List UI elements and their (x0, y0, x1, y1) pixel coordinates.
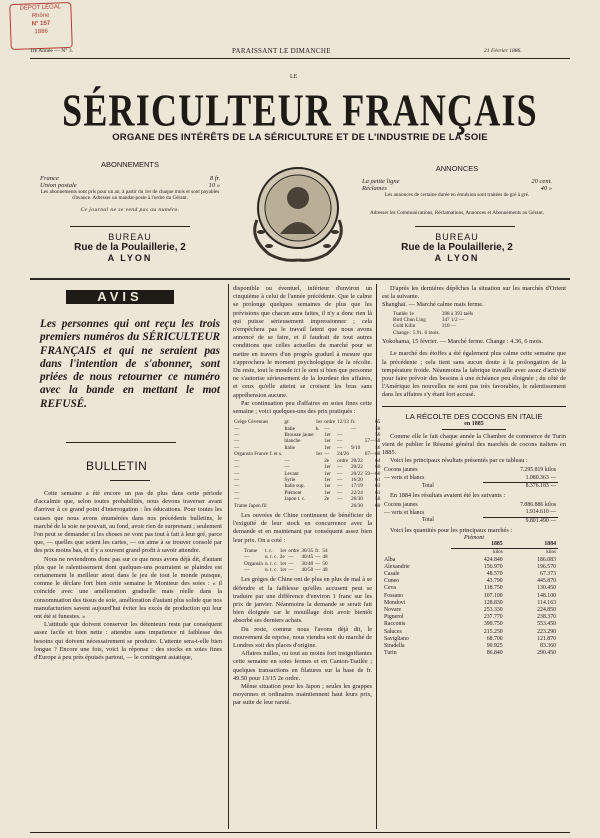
price-row-cell: 20/22 (350, 470, 363, 477)
announcements-address: Adresser les Communications, Réclamations, Annonces et Abonnements au Gérant. (370, 210, 544, 217)
recolte-heading: LA RÉCOLTE DES COCONS EN ITALIE (405, 411, 543, 421)
market-row-cell: 43.790 (486, 578, 503, 585)
bureau-left-label: BUREAU (108, 232, 152, 242)
price-row-cell: — (337, 470, 343, 477)
price-row-cell: — (350, 425, 357, 432)
market-row-cell: 130.450 (537, 585, 556, 592)
masthead-title: SÉRICULTEUR FRANÇAIS (62, 85, 538, 136)
market-row-cell: 114.163 (537, 599, 556, 606)
china-price-row-cell: 30/35 (301, 547, 314, 554)
results-1885-row: Cocons jaunes 7.295.819 kilos (384, 467, 556, 474)
price-row-cell: 57—58 (364, 438, 381, 445)
results-1885-row: — verts et blancs 1.080.363 — (384, 474, 556, 481)
avis-text: Les personnes qui ont reçu les trois premiers numéros du SÉRICULTEUR FRANÇAIS et qui ne seraient pas dans l'intention de s'abonner, sont priées de nous retourner ce numéro avec la bande en mettant le mot REFUSÉ. (40, 318, 220, 410)
market-row (382, 650, 558, 657)
col2-paragraph-5: Du reste, comme nous l'avons déjà dit, le mouvement de reprise, nous viendra soit du marché de Londres soit des places d'origine. (233, 625, 372, 649)
market-row-cell: Saluces (384, 628, 402, 635)
stamp-line2: Rhône (31, 12, 50, 20)
yokohama-report: Yokohama, 15 février. — Marché ferme. Change : 4.36, 6 mois. (382, 338, 543, 346)
price-row-cell: Italie (284, 444, 295, 451)
market-row (382, 571, 558, 578)
price-row-cell: — (337, 489, 343, 496)
price-row-cell: 59—60 (364, 470, 381, 477)
col2-paragraph-1: disponible ou éventuel, inférieur d'environ un cinquième à celui de l'année précédente. Que le calme se prolonge quelques semaines de plus que les prévisions que chacun aura faites, il n'y a donc rien là qui puisse sérieusement impressionner ; cela n'empêchera pas le travail latent que nous avons annoncé de se faire, et il faudrait de tout autres conditions que celles actuelles du marché pour se mettre en travers d'un progrès graduel à mesure que s'approchera le moment psychologique de la récolte. Du reste, tout le monde ici le sent si bien que personne ne s'autorise sérieusement de la lourdeur des affaires, et ceux qu'elle atteint se croisent les bras sans appréhension aucune. (233, 285, 372, 399)
subscription-row-france: France 8 fr. (40, 175, 220, 182)
price-row-cell: — (337, 464, 343, 471)
title-article: LE (290, 74, 298, 80)
price-row-cell: 1er (324, 444, 331, 451)
announcements-heading: ANNONCES (435, 164, 479, 173)
bulletin-body (34, 490, 222, 662)
col3-paragraph-5: En 1884 les résultats avaient été les suivants : (390, 492, 506, 500)
market-row (382, 607, 558, 614)
price-row-cell: — (337, 496, 343, 503)
market-row-cell: 223.290 (537, 628, 556, 635)
bulletin-paragraph-1: Cette semaine a été encore un pas de plus dans cette période d'accalmie que, selon toutes probabilités, nous devons traverser avant d'arriver à ce grand point d'interrogation : les éducations. Pour toutes les causes que nous avons énumérées dans nos précédents bulletins, le marché de la soie ne pouvait, au fond, avoir rien de surprenant ; seulement l'on peut se demander si les choses ne vont pas tout à fait à leur gré, parce que, — quelles que soient les cartes, — on aime à se trouver consolé par des prix moins bas, et il y a souvent grand profit à savoir attendre. (34, 490, 222, 555)
col2-paragraph-3: Les ouvrées de Chine continuent de bénéficier de l'exiguïté de leur stock en concurrence avec la demande et en maintenant par conséquent assez bien leur prix. On a coté : (233, 511, 372, 544)
price-row-cell: 65 (375, 419, 381, 426)
stamp-line3: N° 157 (31, 20, 51, 28)
col2-paragraph-6: Affaires nulles, ou tout au moins fort insignifiantes cette semaine en soies fermes et en Canton-Tsatlée ; quelques transactions en filatures sur la base de fr. 49.50 pour 13/15 2e ordre. (233, 650, 372, 682)
price-row-cell: 61 (375, 489, 381, 496)
bureau-right-city: A LYON (434, 253, 480, 263)
price-row-cell: 12/13 (337, 419, 349, 426)
market-row-cell: Alexandrie (384, 563, 410, 570)
market-row-cell: 290.450 (537, 650, 556, 657)
subscriptions-note: Les abonnements sont pris pour un an, à partir du 1er de chaque mois et sont payables d'avance. Adresser un mandat-poste à l'ordre du Gérant. (40, 189, 220, 202)
price-row-cell: 20/22 (350, 457, 363, 464)
market-row-cell: Stradella (384, 642, 405, 649)
market-row-cell: 424.840 (483, 556, 503, 563)
price-row-cell: — (337, 438, 343, 445)
market-row (382, 629, 558, 636)
price-row-cell: — (234, 470, 240, 477)
price-row-cell: 60 (375, 502, 381, 509)
col3-paragraph-4: Voici les principaux résultats présentés par ce tableau : (390, 457, 528, 465)
price-row-cell: 1er (324, 476, 331, 483)
market-row-cell: 48.570 (486, 570, 503, 577)
china-price-row-cell: 54 (322, 547, 328, 554)
china-price-row-cell: — (315, 560, 321, 567)
market-row (382, 636, 558, 643)
china-price-row-cell: ordre (288, 547, 300, 554)
china-price-row-cell: — (244, 554, 250, 561)
markets-unit-row: kilos kilos (492, 550, 556, 556)
subscriptions-notice: Ce journal ne se vend pas au numéro. (80, 207, 180, 214)
market-row (382, 585, 558, 592)
price-row-cell: 64 (375, 457, 381, 464)
market-row-cell: Turin (384, 650, 397, 657)
price-row-cell: 1er (324, 432, 331, 439)
china-price-row-cell: 1er (279, 547, 287, 554)
price-row-cell: — (234, 425, 240, 432)
china-price-row-cell: 40/50 (301, 566, 314, 573)
market-row (382, 557, 558, 564)
col3-paragraph-3: Comme elle le fait chaque année la Chambre de commerce de Turin vient de publier le Résumé général des marchés de cocons italiens en 1885. (382, 432, 566, 457)
bureau-left (40, 232, 220, 263)
price-row-cell: Trame Japon fil (234, 502, 267, 509)
issue-number: 1re Année — N° 3. (30, 48, 74, 54)
results-1884-row: Cocons jaunes 7.886.886 kilos (384, 502, 556, 509)
col2-paragraph-4: Les grèges de Chine ont de plus en plus de mal à se défendre et la faiblesse qu'elles accusent peut se traduire par une différence d'environ 1 franc sur les prix de janvier. Néanmoins la demande se serait fait bien éloignée car le mouillage doit avoir bientôt absorbé ses derniers achats. (233, 576, 372, 625)
china-price-row-cell: 30/40 (301, 560, 314, 567)
china-price-row-cell: 1er (279, 560, 287, 567)
price-row-cell: — (234, 476, 240, 483)
price-row-cell: — (234, 457, 240, 464)
col2-paragraph-7: Même situation pour les Japon ; seules les grappes moyennes et ordinaires maintiennent haut leurs prix, par suite de leur rareté. (233, 683, 372, 707)
price-row-cell: — (234, 444, 240, 451)
market-row-cell: Alba (384, 556, 396, 563)
market-row-cell: 445.870 (537, 578, 556, 585)
price-row-cell: 56 (375, 444, 381, 451)
price-row-cell: — (337, 444, 343, 451)
bureau-right-label: BUREAU (435, 232, 479, 242)
china-price-row-cell: — (244, 566, 250, 573)
market-row-cell: Mondovi (384, 599, 406, 606)
china-price-row-cell: 48 (322, 566, 328, 573)
market-row-cell: 196.570 (537, 563, 556, 570)
price-row-cell: 26/30 (350, 496, 363, 503)
price-row-cell: — (234, 438, 240, 445)
china-price-row-cell: — (315, 566, 321, 573)
price-row-cell: — (234, 464, 240, 471)
price-row-cell: 22/24 (350, 489, 363, 496)
price-row-cell: Organsin France f. et s. (234, 451, 283, 458)
markets-table (382, 541, 558, 657)
price-row-cell: 1er (324, 438, 331, 445)
market-row (382, 593, 558, 600)
market-row-cell: 238.370 (537, 614, 556, 621)
price-row-cell: fr. (350, 419, 356, 426)
market-row-cell: 215.250 (483, 628, 503, 635)
shanghai-row: Bird Chun Ling 347 1/2 — (393, 317, 465, 324)
markets-header: 1885 1884 (382, 541, 558, 549)
price-row-cell: — (337, 476, 343, 483)
market-row (382, 600, 558, 607)
market-row-cell: Pignerol (384, 614, 404, 621)
price-row-cell: — (234, 496, 240, 503)
price-row-cell: 1er (315, 419, 323, 426)
bulletin-paragraph-2: Nous ne reviendrons donc pas sur ce que nous avons déjà dit, d'autant plus que le ralentissement dont quelques-uns pourraient se plaindre est certainement le meilleur atout dans le jeu de tout le monde puisque, comme le déclare fort bien cette semaine le Moniteur des soies : « il coïncide avec une amélioration graduelle mais réelle dans la consommation des tissus de soie, amélioration d'autant plus solide que nos manufacturiers savent aujourd'hui éviter les excès de production qui leur ont été si funestes. » (34, 555, 222, 621)
market-row (382, 643, 558, 650)
price-row-cell: 1er (324, 483, 331, 490)
price-row-cell: gr. (284, 419, 290, 426)
price-row-cell: ordre (324, 419, 336, 426)
market-row-cell: 148.100 (537, 592, 556, 599)
col3-paragraph-1: D'après les dernières dépêches la situation sur les marchés d'Orient est la suivante. (382, 285, 566, 301)
issue-date: 21 Février 1886. (484, 48, 522, 54)
masthead-subtitle: ORGANE DES INTÉRÊTS DE LA SÉRICULTURE ET DE L'INDUSTRIE DE LA SOIE (112, 132, 488, 143)
stamp-line4: 1886 (34, 28, 48, 36)
market-row (382, 578, 558, 585)
china-price-row-cell: fr. (315, 547, 320, 554)
price-row-cell: 20/22 (350, 464, 363, 471)
china-price-table (243, 548, 329, 574)
price-row-cell: — (234, 483, 240, 490)
price-row-cell: Japon t. c. (284, 496, 306, 503)
bureau-right-street: Rue de la Poulaillerie, 2 (401, 242, 513, 253)
market-row-cell: 253.330 (483, 606, 503, 613)
china-price-row-cell: n. t. c. (264, 560, 278, 567)
market-row-cell: 237.770 (483, 614, 503, 621)
china-price-row-cell: — (288, 566, 294, 573)
price-row-cell: 56 (375, 432, 381, 439)
price-row-cell: blanche (284, 438, 301, 445)
announcements-note: Les annonces de certaine durée en émulsion sont traitées de gré à gré. (384, 192, 530, 198)
subscriptions-heading: ABONNEMENTS (101, 160, 159, 169)
price-row-cell: Italie (284, 425, 295, 432)
china-price-row-cell: 48 (322, 554, 328, 561)
price-row-cell: 9/10 (350, 444, 361, 451)
shanghai-heading: Shanghaï. — Marché calme mais ferme. (382, 301, 484, 309)
price-row-cell: 2e (324, 457, 330, 464)
market-row (382, 564, 558, 571)
china-price-row-cell: — (315, 554, 321, 561)
market-row-cell: 68.700 (486, 635, 503, 642)
price-row-cell: — (284, 457, 290, 464)
china-price-row-cell: 1er (279, 566, 287, 573)
recolte-year: en 1885 (464, 420, 484, 427)
china-price-row-cell: — (288, 554, 294, 561)
price-row-cell: — (324, 451, 330, 458)
price-row-cell: b. (315, 425, 320, 432)
price-row-cell: — (324, 425, 330, 432)
china-price-row-cell: n. t. c. (264, 566, 278, 573)
china-price-row-cell: — (288, 560, 294, 567)
market-row-cell: 553.450 (537, 621, 556, 628)
market-row-cell: 86.840 (486, 650, 503, 657)
frequency: PARAISSANT LE DIMANCHE (232, 47, 331, 55)
market-row-cell: Savigliano (384, 635, 409, 642)
price-row-cell (315, 503, 324, 509)
market-row-cell: Cuneo (384, 578, 400, 585)
shanghai-row: Gold Kilin 310 — (393, 323, 457, 330)
market-row-cell: Ceva (384, 585, 396, 592)
market-row-cell: 83.360 (540, 642, 556, 649)
bulletin-paragraph-3: L'attitude que doivent conserver les détenteurs reste par conséquent assez facile et bien nette : attendre sans impatience ni faiblesse des besoins qui doivent nécessairement se produire. L'attente sera-t-elle bien longue ? Encore une fois, voici la réponse : des stocks en soies fines d'Europe à peu près épuisés partout, — le contingent asiatique, (34, 621, 222, 662)
price-row-cell: 2e (324, 496, 330, 503)
price-row-cell (323, 503, 336, 509)
piemont-heading: Piémont (464, 535, 484, 542)
price-row (233, 503, 381, 509)
results-1885-total: Total 8.376.183 — (422, 482, 556, 489)
price-row-cell: 58 (375, 425, 381, 432)
price-row-cell: Piémont (284, 489, 302, 496)
price-row-cell: 61 (375, 476, 381, 483)
market-row-cell: Casale (384, 570, 400, 577)
column-three (382, 285, 566, 657)
bureau-right (362, 232, 552, 263)
market-row-cell: 390.750 (483, 621, 503, 628)
results-1884-row: — verts et blancs 1.914.610 — (384, 509, 556, 516)
announcements-box (362, 164, 552, 216)
market-row-cell: Racconis (384, 621, 406, 628)
depot-legal-stamp (9, 2, 73, 50)
price-table (233, 419, 381, 509)
china-price-row-cell: Organsin (244, 560, 263, 567)
price-row-cell: Syrie (284, 476, 296, 483)
china-price-row-cell: 40/45 (301, 554, 314, 561)
price-row-cell: 58 (375, 496, 381, 503)
market-row-cell: 90.925 (486, 642, 503, 649)
china-price-row-cell: n. t. c. (264, 554, 278, 561)
bulletin-heading: BULLETIN (86, 459, 148, 473)
market-row (382, 621, 558, 628)
market-row-cell: 156.970 (483, 563, 503, 570)
price-row-cell: Brousse jaune (284, 432, 314, 439)
price-row-cell: ordre (337, 457, 349, 464)
column-two (233, 285, 381, 708)
price-row-cell: — (234, 489, 240, 496)
shanghai-row: Tsatlée 1e 398 à 393 taëls (393, 310, 474, 317)
price-row-cell: — (234, 432, 240, 439)
price-row-cell: 63 (375, 483, 381, 490)
price-row-cell: — (337, 432, 343, 439)
medal-emblem (243, 158, 353, 268)
announcement-row-reclames: Réclames 40 » (362, 185, 552, 192)
price-row-cell: 1er (324, 470, 331, 477)
market-row-cell: 107.100 (483, 592, 503, 599)
market-row-cell: Fossano (384, 592, 404, 599)
bureau-left-city: A LYON (107, 253, 153, 263)
price-row-cell: 26/30 (350, 502, 363, 509)
market-row-cell: 186.083 (537, 556, 556, 563)
market-row-cell: 224.850 (537, 606, 556, 613)
china-price-row-cell: Trame (244, 547, 258, 554)
bureau-left-street: Rue de la Poulaillerie, 2 (74, 242, 186, 253)
market-row-cell: 121.870 (537, 635, 556, 642)
subscription-row-union: Union postale 10 » (40, 182, 220, 189)
price-row-cell: Grège Cévennes (234, 419, 269, 426)
price-row-cell (283, 503, 314, 509)
china-price-row (243, 567, 329, 573)
shanghai-row: Change : 5.91. 6 mois. (393, 329, 440, 336)
market-row-cell: Novare (384, 606, 402, 613)
market-row-cell: 67.373 (540, 570, 556, 577)
market-row-cell: 128.830 (483, 599, 503, 606)
price-row-cell: 1er (324, 489, 331, 496)
price-row-cell (336, 503, 350, 509)
price-row-cell: Italie sup. (284, 483, 305, 490)
col2-paragraph-2: Par continuation peu d'affaires en soies fines cette semaine ; voici quelques-uns des prix pratiqués : (233, 399, 372, 416)
china-price-row-cell: 2e (279, 554, 285, 561)
col3-paragraph-2: Le marché des étoffes a été également plus calme cette semaine que la précédente ; cela tient sans aucun doute à la prolongation de la température froide. Néanmoins la fabrique travaille avec assez d'activité pour faire prévoir des besoins à une échéance peu éloignée ; du côté de l'Amérique les nouvelles ne sont pas très favorables, le ralentissement dans les affaires s'y étant fort accusé. (382, 350, 566, 399)
subscriptions-box (40, 160, 220, 214)
price-row-cell: 24/26 (337, 451, 349, 458)
announcement-row-line: La petite ligne 20 cent. (362, 178, 552, 185)
market-row (382, 614, 558, 621)
price-row-cell: — (337, 483, 343, 490)
china-price-row-cell: t. c. (264, 547, 273, 554)
market-row-cell: 118.750 (484, 585, 503, 592)
stamp-line1: DÉPOT LÉGAL (19, 4, 62, 12)
price-row-cell: Levant (284, 470, 299, 477)
china-price-row-cell: 50 (322, 560, 328, 567)
shanghai-table (392, 311, 474, 337)
results-1884-total: Total 9.801.490 — (422, 517, 556, 524)
price-row-cell: — (284, 464, 290, 471)
price-row-cell: 17/19 (350, 483, 363, 490)
col3-paragraph-6: Voici les quantités pour les principaux marchés : (390, 526, 513, 534)
results-1885-table (382, 467, 558, 490)
avis-heading: AVIS (66, 290, 174, 304)
price-row-cell: 16/20 (350, 476, 363, 483)
price-row-cell: 67—68 (364, 451, 381, 458)
price-row-cell: 1er (315, 451, 323, 458)
results-1884-table (382, 502, 558, 525)
price-row-cell: 60 (375, 464, 381, 471)
price-row-cell: 1er (324, 464, 331, 471)
